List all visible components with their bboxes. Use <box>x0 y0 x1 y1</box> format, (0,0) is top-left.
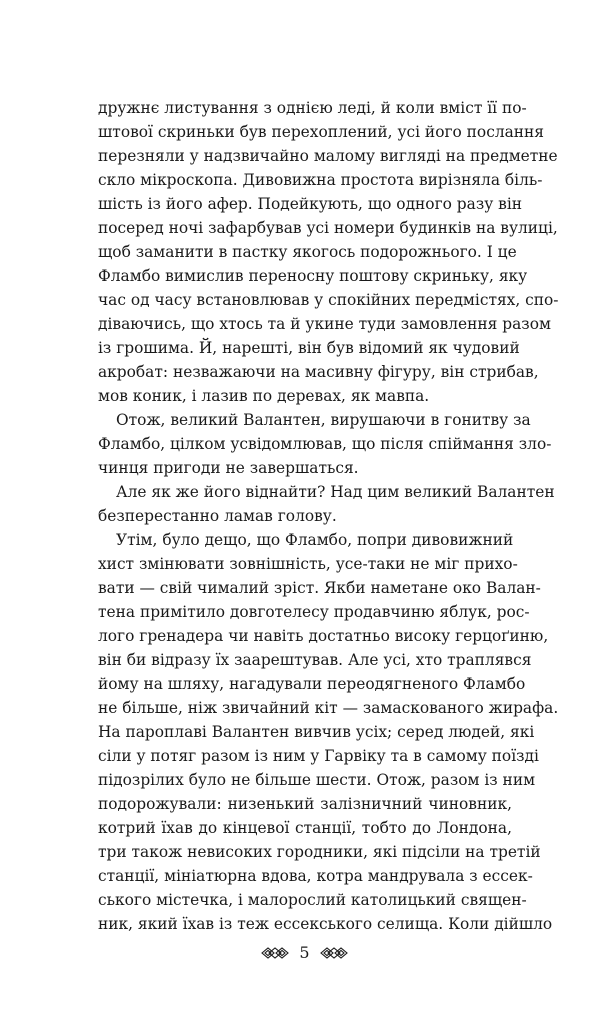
text-line: підозрілих було не більше шести. Отож, разом із ним <box>98 771 536 789</box>
text-line: подорожували: низенький залізничний чиновник, <box>98 795 512 813</box>
body-text <box>98 96 559 936</box>
text-line: із грошима. Й, нарешті, він був відомий як чудовий <box>98 339 520 357</box>
text-line: час од часу встановлював у спокійних передмістях, спо- <box>98 291 559 309</box>
text-line: На пароплаві Валантен вивчив усіх; серед людей, які <box>98 723 535 741</box>
text-line: скло мікроскопа. Дивовижна простота вирізняла біль- <box>98 171 543 189</box>
text-line: щоб заманити в пастку якогось подорожнього. І це <box>98 243 517 261</box>
text-line: вати — свій чималий зріст. Якби наметане око Валан- <box>98 579 541 597</box>
text-line: посеред ночі зафарбував усі номери будинків на вулиці, <box>98 219 558 237</box>
page-footer <box>0 940 609 966</box>
knot-ornament-icon <box>320 946 348 960</box>
text-line: Фламбо, цілком усвідомлював, що після спіймання зло- <box>98 435 552 453</box>
text-line: дружнє листування з однією леді, й коли вміст її по- <box>98 99 527 117</box>
text-line: котрий їхав до кінцевої станції, тобто до Лондона, <box>98 819 512 837</box>
text-line: не більше, ніж звичайний кіт — замаскованого жирафа. <box>98 699 559 717</box>
text-line: станції, мініатюрна вдова, котра мандрувала з ессек- <box>98 867 533 885</box>
text-line: штової скриньки був перехоплений, усі його послання <box>98 123 544 141</box>
text-line: тена примітило довготелесу продавчиню яблук, рос- <box>98 603 530 621</box>
text-line: безперестанно ламав голову. <box>98 507 337 525</box>
text-line: йому на шляху, нагадували переодягненого Фламбо <box>98 675 526 693</box>
text-line: Утім, було дещо, що Фламбо, попри дивовижний <box>116 531 514 549</box>
text-line: лого гренадера чи навіть достатньо високу герцоґиню, <box>98 627 549 645</box>
text-line: шість із його афер. Подейкують, що одного разу він <box>98 195 523 213</box>
text-line: Але як же його віднайти? Над цим великий Валантен <box>116 483 555 501</box>
knot-ornament-icon <box>261 946 289 960</box>
text-line: три також невисоких городники, які підсіли на третій <box>98 843 541 861</box>
text-line: чинця пригоди не завершаться. <box>98 459 359 477</box>
text-line: акробат: незважаючи на масивну фігуру, він стрибав, <box>98 363 539 381</box>
text-line: сіли у потяг разом із ним у Гарвіку та в самому поїзді <box>98 747 539 765</box>
text-line: перезняли у надзвичайно малому вигляді на предметне <box>98 147 558 165</box>
text-line: ник, який їхав із теж ессекського селища. Коли дійшло <box>98 915 553 933</box>
text-line: мов коник, і лазив по деревах, як мавпа. <box>98 387 430 405</box>
text-line: Фламбо вимислив переносну поштову скриньку, яку <box>98 267 528 285</box>
text-line: Отож, великий Валантен, вирушаючи в гонитву за <box>116 411 531 429</box>
text-line: діваючись, що хтось та й укине туди замовлення разом <box>98 315 551 333</box>
text-line: він би відразу їх заарештував. Але усі, хто траплявся <box>98 651 532 669</box>
text-line: ського містечка, і малорослий католицький священ- <box>98 891 527 909</box>
text-line: хист змінювати зовнішність, усе-таки не міг прихо- <box>98 555 518 573</box>
page-number: 5 <box>299 943 310 962</box>
